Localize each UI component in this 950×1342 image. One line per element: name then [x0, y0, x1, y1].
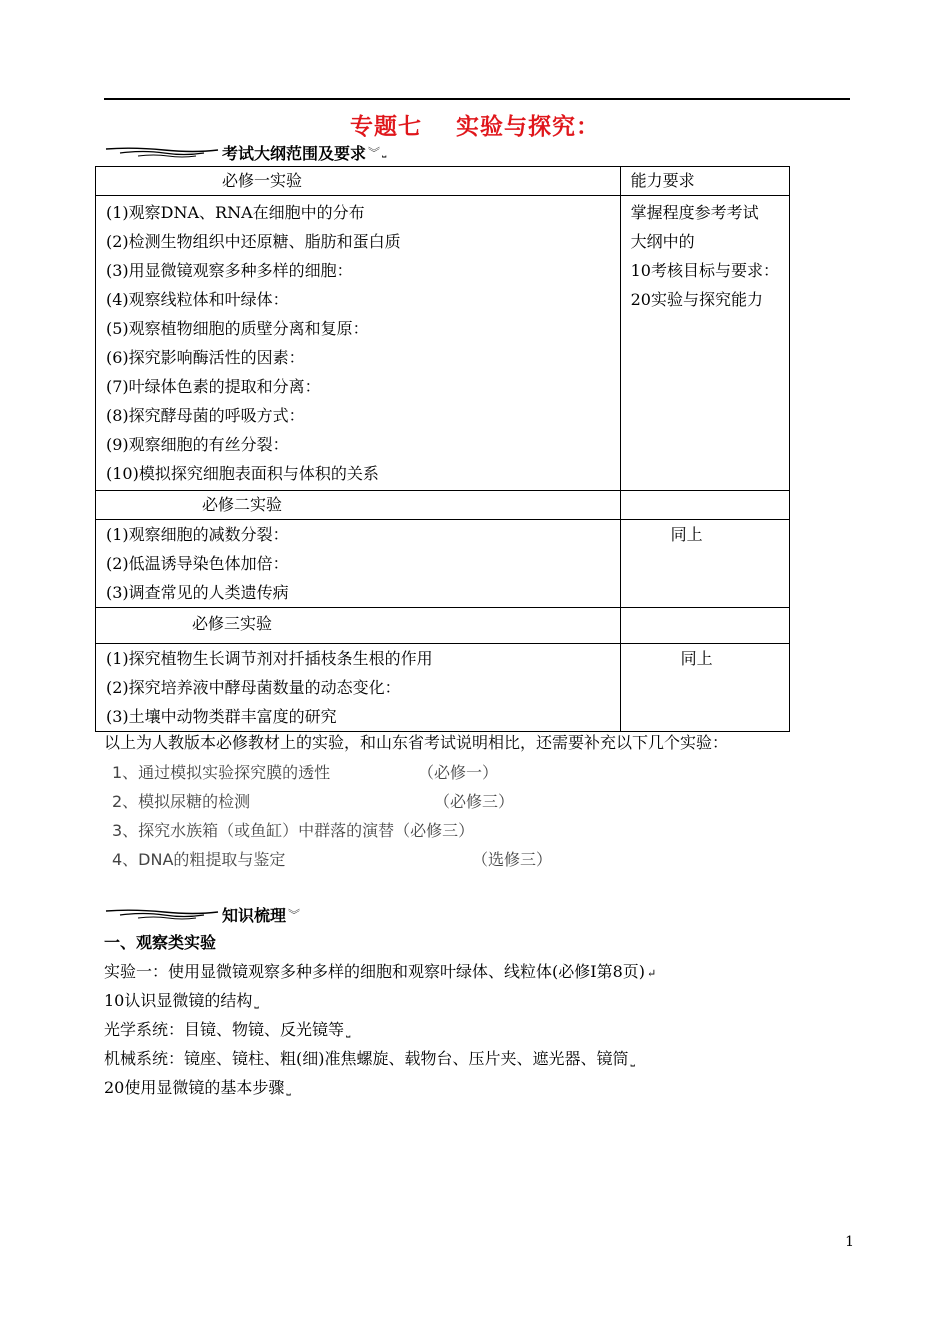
header-ability: 能力要求 — [630, 171, 695, 190]
table-header-row — [96, 167, 790, 196]
supplement-note: 以上为人教版本必修教材上的实验，和山东省考试说明相比，还需要补充以下几个实验： — [104, 733, 729, 752]
list-item: (3)土壤中动物类群丰富度的研究 — [106, 707, 337, 726]
list-item: (6)探究影响酶活性的因素： — [106, 348, 305, 367]
wave-ornament-icon — [104, 906, 220, 922]
list-item: (4)观察线粒体和叶绿体： — [106, 290, 289, 309]
supplement-item: 4、DNA的粗提取与鉴定 （选修三） — [112, 850, 553, 869]
return-mark-icon: ⎵ — [382, 145, 387, 158]
section-exam-label: 考试大纲范围及要求 — [222, 143, 367, 163]
header-required-2: 必修二实验 — [202, 495, 283, 514]
list-item: (1)观察细胞的减数分裂： — [106, 525, 289, 544]
body-line: 实验一：使用显微镜观察多种多样的细胞和观察叶绿体、线粒体(必修Ⅰ第8页) ↵ — [104, 962, 657, 981]
header-required-1: 必修一实验 — [222, 171, 303, 190]
ability-line: 大纲中的 — [630, 232, 695, 251]
list-item: (3)调查常见的人类遗传病 — [106, 583, 289, 602]
heading-observation-experiments: 一、观察类实验 — [104, 933, 217, 952]
return-mark-icon: ⎵ — [254, 996, 259, 1009]
supplement-item: 1、通过模拟实验探究膜的透性 （必修一） — [112, 763, 499, 782]
return-mark-icon: ⎵ — [346, 1025, 351, 1038]
header-required-3: 必修三实验 — [192, 614, 273, 633]
ability-line: 掌握程度参考考试 — [630, 203, 759, 222]
body-line: 光学系统：目镜、物镜、反光镜等 ⎵ — [104, 1020, 351, 1039]
ability-same: 同上 — [680, 649, 713, 668]
list-item: (7)叶绿体色素的提取和分离： — [106, 377, 321, 396]
header-rule — [104, 98, 850, 100]
return-mark-icon: ⎵ — [286, 1083, 291, 1096]
supplement-item: 2、模拟尿糖的检测 （必修三） — [112, 792, 515, 811]
double-chevron-icon: ︾ — [368, 145, 381, 160]
list-item: (1)观察DNA、RNA在细胞中的分布 — [106, 203, 365, 222]
ability-line: 10考核目标与要求： — [630, 261, 779, 280]
return-mark-icon: ↵ — [647, 967, 657, 980]
section-knowledge-label: 知识梳理 — [222, 905, 287, 925]
table-row-group1 — [96, 196, 790, 491]
list-item: (2)探究培养液中酵母菌数量的动态变化： — [106, 678, 401, 697]
list-item: (8)探究酵母菌的呼吸方式： — [106, 406, 305, 425]
title-subject: 实验与探究： — [456, 114, 600, 140]
table-row-group3 — [96, 644, 790, 732]
list-item: (2)检测生物组织中还原糖、脂肪和蛋白质 — [106, 232, 401, 251]
wave-ornament-icon — [104, 144, 220, 160]
table-header-row-group2 — [96, 491, 790, 520]
body-line: 20使用显微镜的基本步骤 ⎵ — [104, 1078, 291, 1097]
table-header-row-group3 — [96, 608, 790, 644]
title-topic: 专题七 — [350, 114, 422, 140]
table-row-group2 — [96, 520, 790, 608]
page-number: 1 — [845, 1234, 854, 1250]
double-chevron-icon: ︾ — [288, 907, 301, 922]
section-knowledge-heading — [104, 902, 300, 926]
list-item: (3)用显微镜观察多种多样的细胞： — [106, 261, 353, 280]
list-item: (2)低温诱导染色体加倍： — [106, 554, 289, 573]
section-exam-heading — [104, 140, 386, 164]
list-item: (10)模拟探究细胞表面积与体积的关系 — [106, 464, 379, 483]
list-item: (9)观察细胞的有丝分裂： — [106, 435, 289, 454]
requirements-table — [95, 166, 790, 732]
return-mark-icon: ⎵ — [630, 1054, 635, 1067]
page-title — [0, 108, 950, 141]
list-item: (5)观察植物细胞的质壁分离和复原： — [106, 319, 369, 338]
ability-line: 20实验与探究能力 — [630, 290, 763, 309]
body-line: 机械系统：镜座、镜柱、粗(细)准焦螺旋、载物台、压片夹、遮光器、镜筒 ⎵ — [104, 1049, 635, 1068]
body-line: 10认识显微镜的结构 ⎵ — [104, 991, 259, 1010]
list-item: (1)探究植物生长调节剂对扦插枝条生根的作用 — [106, 649, 433, 668]
supplement-item: 3、探究水族箱（或鱼缸）中群落的演替（必修三） — [112, 821, 475, 840]
ability-same: 同上 — [670, 525, 703, 544]
